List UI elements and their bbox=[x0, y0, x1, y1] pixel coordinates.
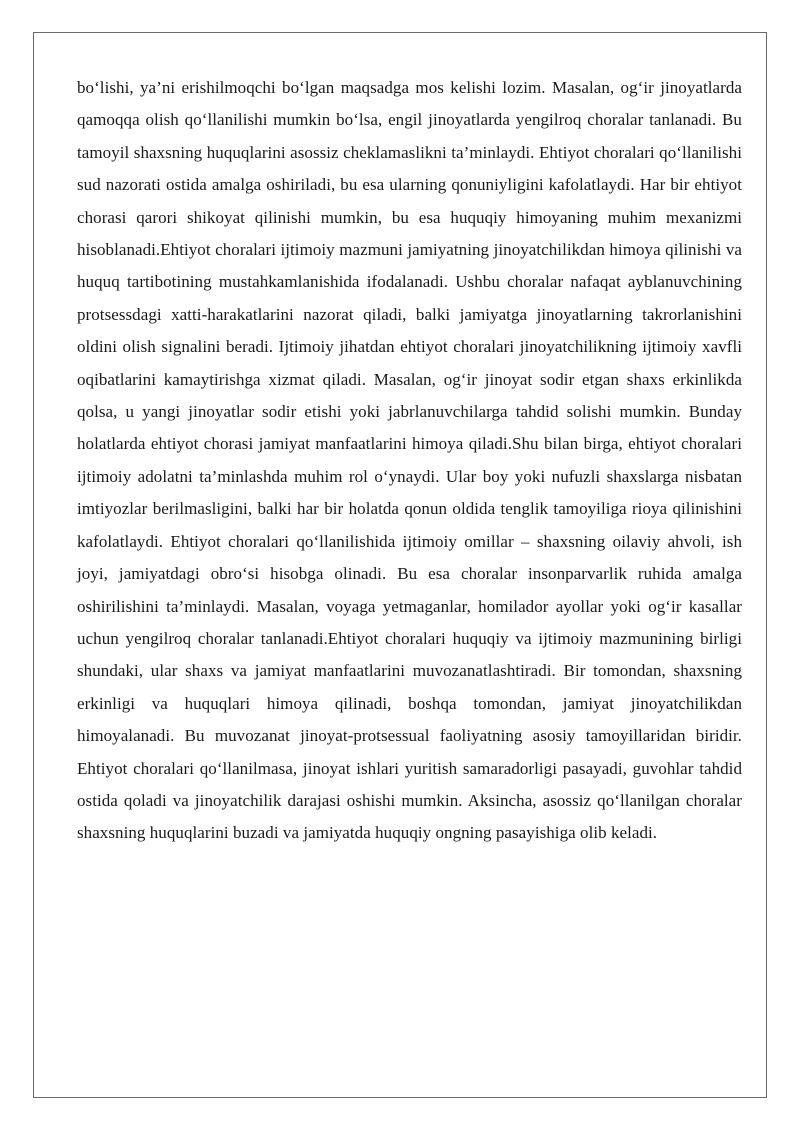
body-paragraph: bo‘lishi, ya’ni erishilmoqchi bo‘lgan maqsadga mos kelishi lozim. Masalan, og‘ir jinoyatlarda qamoqqa olish qo‘llanilishi mumkin bo‘lsa, engil jinoyatlarda yengilroq choralar tanlanadi. Bu tamoyil shaxsning huquqlarini asossiz cheklamaslikni ta’minlaydi. Ehtiyot choralari qo‘llanilishi sud nazorati ostida amalga oshiriladi, bu esa ularning qonuniyligini kafolatlaydi. Har bir ehtiyot chorasi qarori shikoyat qilinishi mumkin, bu esa huquqiy himoyaning muhim mexanizmi hisoblanadi.Ehtiyot choralari ijtimoiy mazmuni jamiyatning jinoyatchilikdan himoya qilinishi va huquq tartibotining mustahkamlanishida ifodalanadi. Ushbu choralar nafaqat ayblanuvchining protsessdagi xatti-harakatlarini nazorat qiladi, balki jamiyatga jinoyatlarning takrorlanishini oldini olish signalini beradi. Ijtimoiy jihatdan ehtiyot choralari jinoyatchilikning ijtimoiy xavfli oqibatlarini kamaytirishga xizmat qiladi. Masalan, og‘ir jinoyat sodir etgan shaxs erkinlikda qolsa, u yangi jinoyatlar sodir etishi yoki jabrlanuvchilarga tahdid solishi mumkin. Bunday holatlarda ehtiyot chorasi jamiyat manfaatlarini himoya qiladi.Shu bilan birga, ehtiyot choralari ijtimoiy adolatni ta’minlashda muhim rol o‘ynaydi. Ular boy yoki nufuzli shaxslarga nisbatan imtiyozlar berilmasligini, balki har bir holatda qonun oldida tenglik tamoyiliga rioya qilinishini kafolatlaydi. Ehtiyot choralari qo‘llanilishida ijtimoiy omillar – shaxsning oilaviy ahvoli, ish joyi, jamiyatdagi obro‘si hisobga olinadi. Bu esa choralar insonparvarlik ruhida amalga oshirilishini ta’minlaydi. Masalan, voyaga yetmaganlar, homilador ayollar yoki og‘ir kasallar uchun yengilroq choralar tanlanadi.Ehtiyot choralari huquqiy va ijtimoiy mazmunining birligi shundaki, ular shaxs va jamiyat manfaatlarini muvozanatlashtiradi. Bir tomondan, shaxsning erkinligi va huquqlari himoya qilinadi, boshqa tomondan, jamiyat jinoyatchilikdan himoyalanadi. Bu muvozanat jinoyat-protsessual faoliyatning asosiy tamoyillaridan biridir. Ehtiyot choralari qo‘llanilmasa, jinoyat ishlari yuritish samaradorligi pasayadi, guvohlar tahdid ostida qoladi va jinoyatchilik darajasi oshishi mumkin. Aksincha, asossiz qo‘llanilgan choralar shaxsning huquqlarini buzadi va jamiyatda huquqiy ongning pasayishiga olib keladi. bbox=[77, 78, 742, 843]
